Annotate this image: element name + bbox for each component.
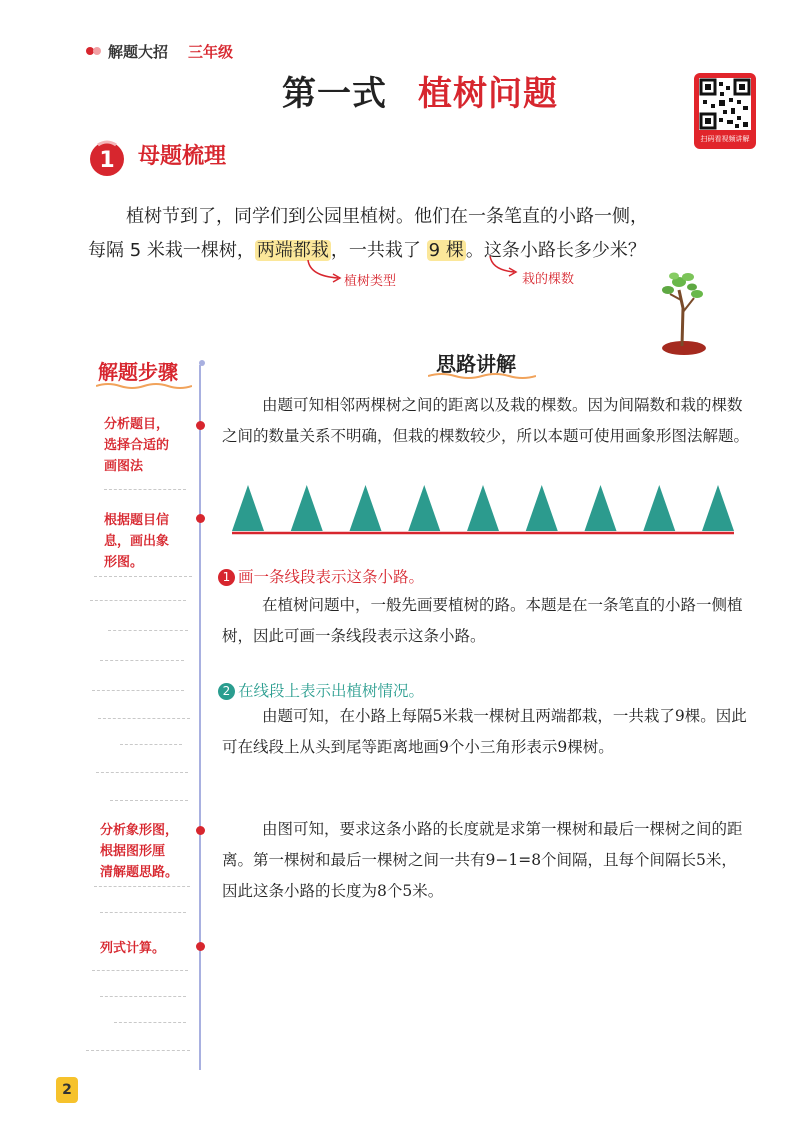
explain-para-3: 由题可知，在小路上每隔5米栽一棵树且两端都栽，一共栽了9棵。因此可在线段上从头到尾等距离地画9个小三角形表示9棵树。 [222,707,747,756]
tree-triangle [467,485,499,531]
note-line [94,576,192,577]
note-line [104,489,186,490]
note-line [92,970,188,971]
step-2-number-icon: 2 [218,683,235,700]
problem-line-1: 植树节到了，同学们到公园里植树。他们在一条笔直的小路一侧， [126,206,648,227]
note-line [100,912,186,913]
section-title: 母题梳理 [138,144,227,169]
note-line [100,660,184,661]
problem-line-2: 每隔 5 米栽一棵树， 两端都栽 ，一共栽了 9 棵 。这条小路长多少米？ [88,240,646,261]
problem-text [88,200,758,268]
explain-para-1: 由题可知相邻两棵树之间的距离以及栽的棵数。因为间隔数和栽的棵数之间的数量关系不明确，但栽的棵数较少，所以本题可使用画象形图法解题。 [222,396,750,445]
step-1-number-icon: 1 [218,569,235,586]
tree-triangle [408,485,440,531]
sapling-illustration [652,268,712,360]
section-number-badge [88,139,126,177]
note-line [92,690,184,691]
steps-title-underline [96,382,192,390]
highlight-both-ends: 两端都栽 [256,240,329,261]
tree-triangle [585,485,617,531]
section-number: 1 [99,148,115,173]
tree-diagram [228,480,740,540]
step-3-marker [196,826,205,835]
step-2-marker [196,514,205,523]
note-line [108,630,188,631]
note-line [114,1022,186,1023]
note-line [96,772,188,773]
explain-para-2: 在植树问题中，一般先画要植树的路。本题是在一条笔直的小路一侧植树，因此可画一条线段表示这条小路。 [222,596,743,645]
step-4-marker [196,942,205,951]
step-1: 分析题目， 选择合适的 画图法 [104,417,170,474]
qr-code-panel[interactable] [694,73,756,149]
note-line [110,800,188,801]
explain-para-4: 由图可知，要求这条小路的长度就是求第一棵树和最后一棵树之间的距离。第一棵树和最后一棵树之间一共有9−1=8个间隔，且每个间隔长5米，因此这条小路的长度为8个5米。 [222,820,743,900]
tree-triangle [232,485,264,531]
qr-code-icon [699,78,751,130]
highlight-tree-count: 9 棵 [428,240,464,261]
tree-triangle [702,485,734,531]
note-line [100,996,186,997]
note-line [98,718,190,719]
page-title-part1: 第一式 [282,74,387,114]
note-line [94,886,190,887]
steps-timeline [199,365,201,1070]
tree-triangle [526,485,558,531]
annotation-tree-type: 植树类型 [344,274,397,289]
page-title-part2: 植树问题 [418,74,558,114]
page-number: 2 [56,1077,78,1103]
explain-step-2: 2 在线段上表示出植树情况。 [218,679,424,701]
tree-triangle [291,485,323,531]
explain-title-underline [428,372,536,380]
steps-title: 解题步骤 [98,360,178,384]
header-book-title: 解题大招 [108,43,169,61]
header-bullet-icon [86,45,104,57]
step-4: 列式计算。 [100,941,166,956]
timeline-start-dot [199,360,205,366]
tree-triangle [350,485,382,531]
explain-title: 思路讲解 [436,352,516,376]
qr-caption: 扫码看视频讲解 [700,135,750,143]
step-3: 分析象形图， 根据图形厘 清解题思路。 [100,823,179,880]
note-line [120,744,182,745]
annotation-tree-count: 栽的棵数 [522,272,575,287]
step-1-marker [196,421,205,430]
annotation-arrow-2 [486,254,526,284]
tree-triangle [643,485,675,531]
header-grade: 三年级 [188,43,234,61]
explain-step-1: 1 画一条线段表示这条小路。 [218,565,424,587]
note-line [86,1050,190,1051]
step-2: 根据题目信 息，画出象 形图。 [104,513,170,570]
note-line [90,600,186,601]
